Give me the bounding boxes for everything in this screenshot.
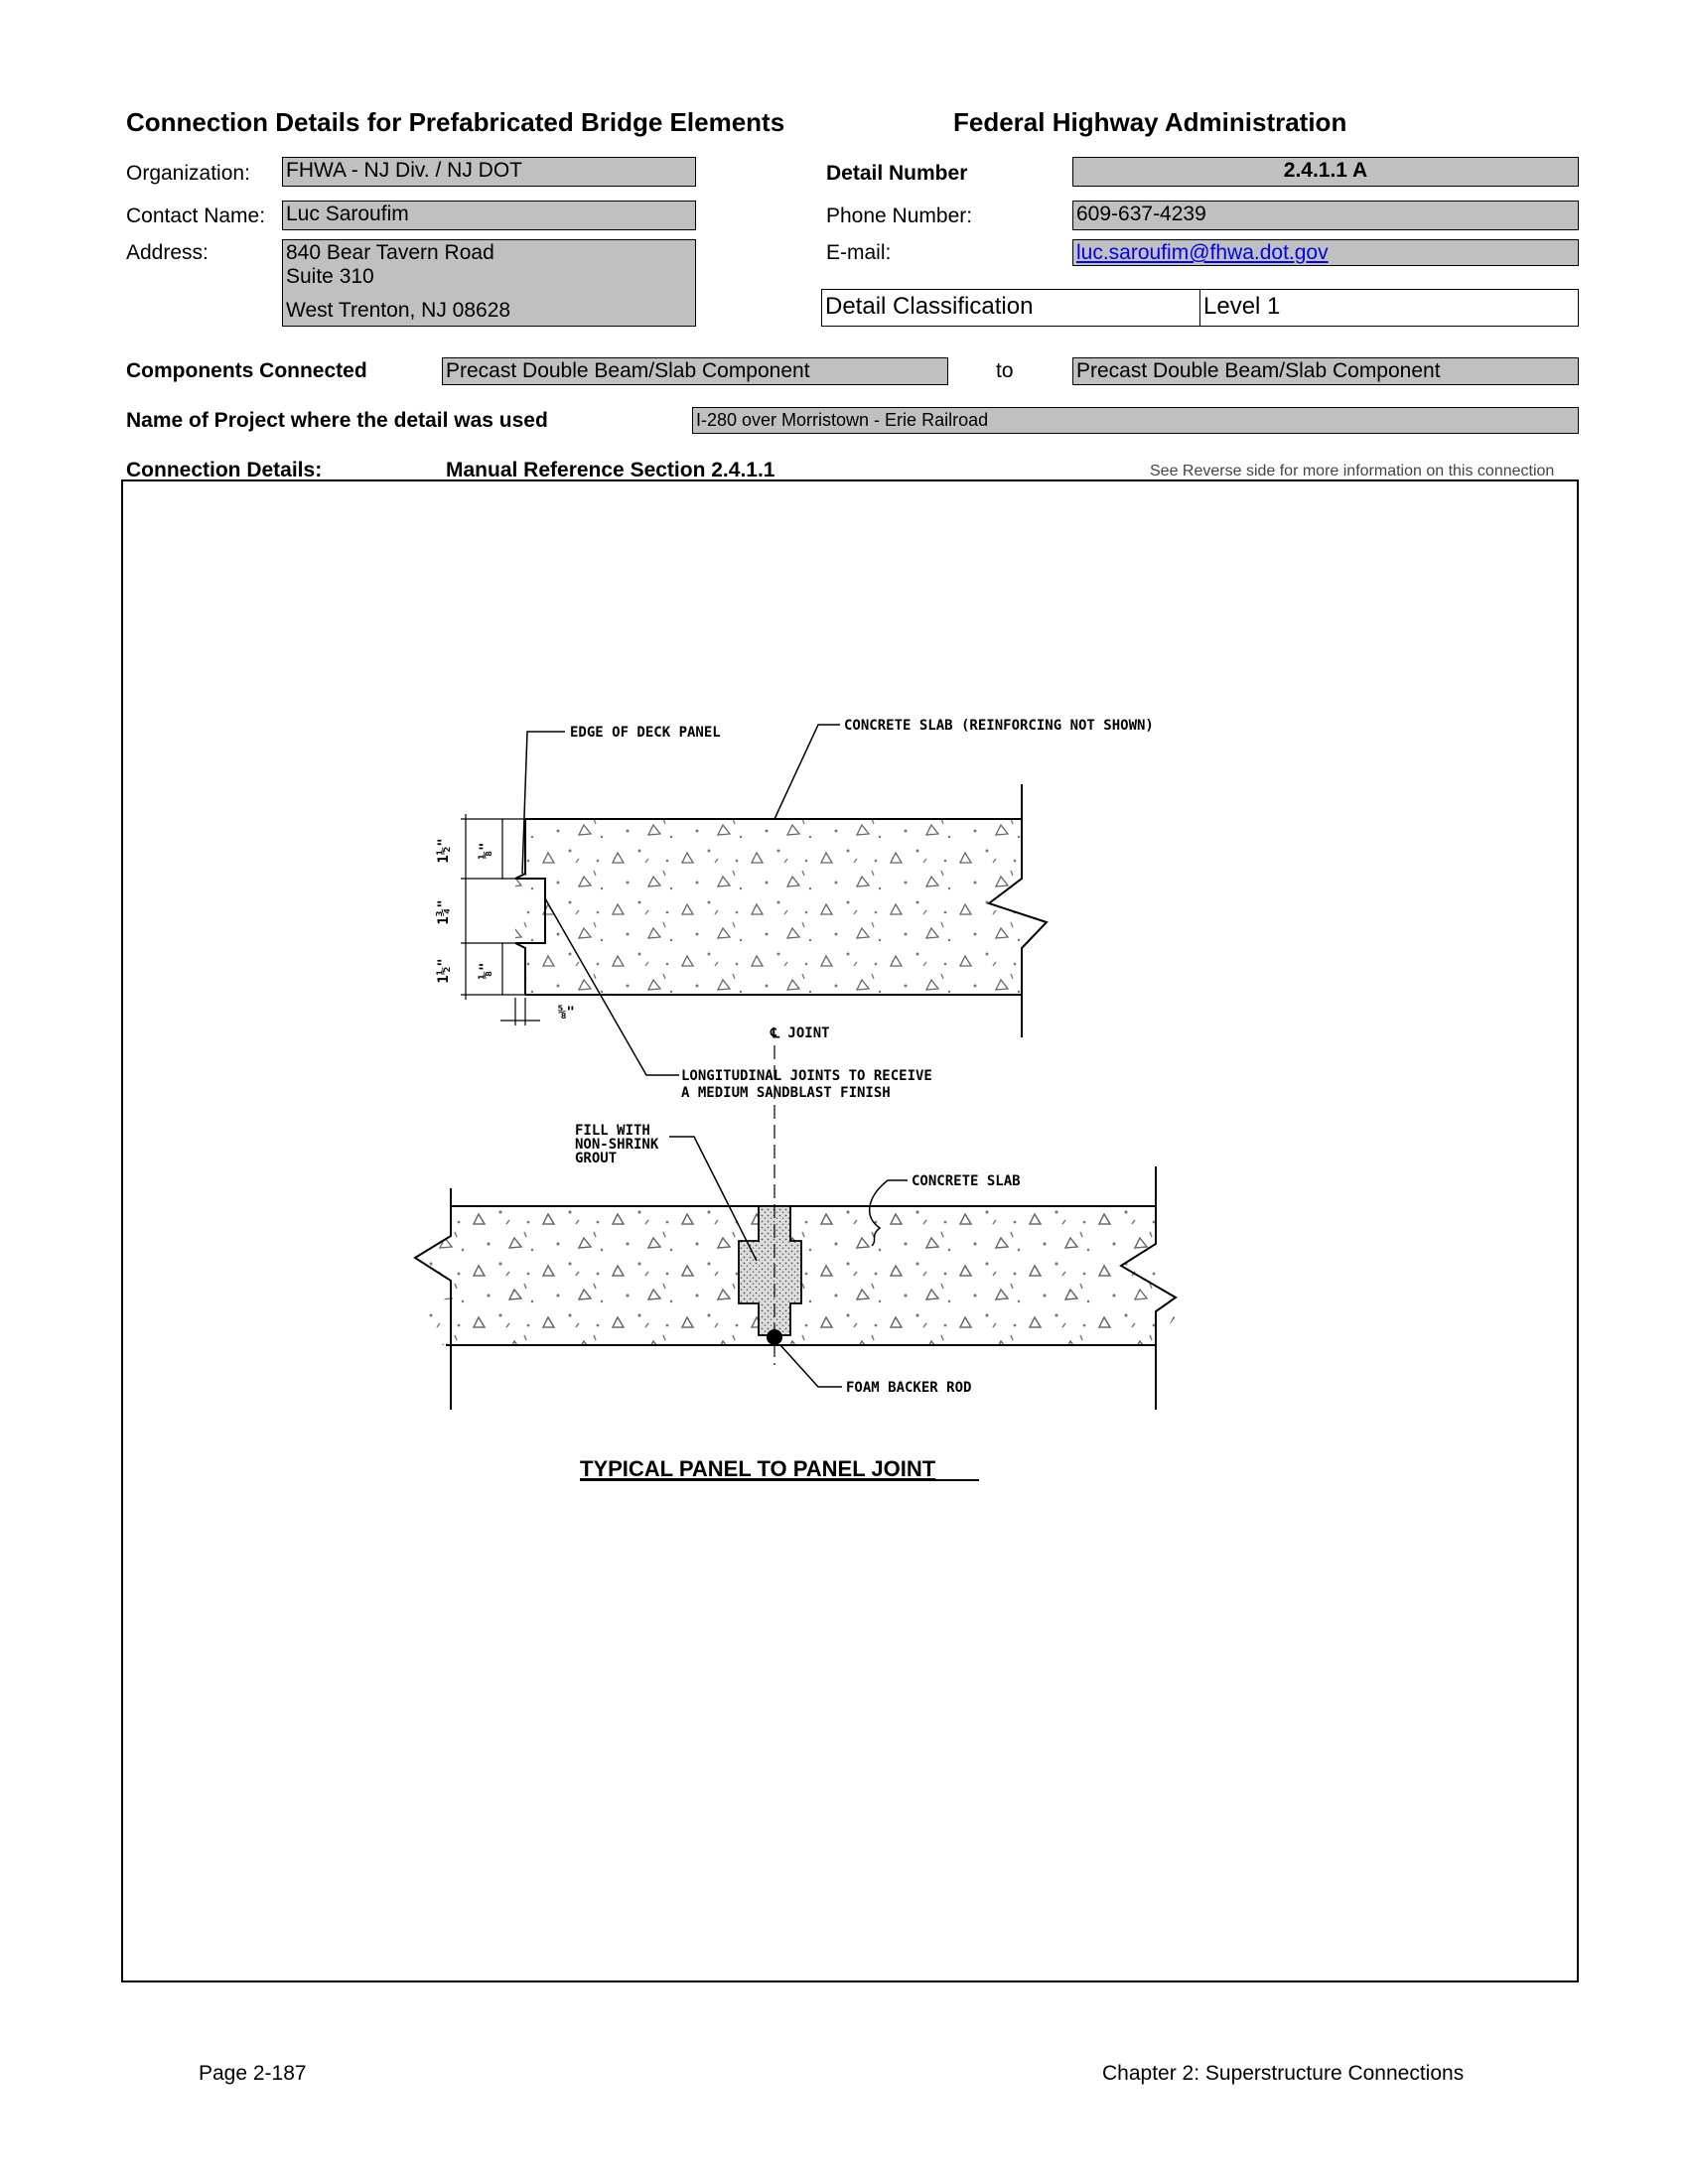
contact-label: Contact Name: — [126, 205, 266, 227]
components-label: Components Connected — [126, 359, 367, 382]
component-from-field: Precast Double Beam/Slab Component — [442, 357, 948, 385]
phone-label: Phone Number: — [826, 205, 973, 227]
chapter-title: Chapter 2: Superstructure Connections — [1102, 2062, 1465, 2085]
address-line2: Suite 310 — [286, 265, 374, 288]
organization-field: FHWA - NJ Div. / NJ DOT — [282, 157, 696, 187]
manual-reference: Manual Reference Section 2.4.1.1 — [446, 459, 775, 481]
dim-top-label: 1½" — [436, 838, 452, 864]
joint-note-line1: LONGITUDINAL JOINTS TO RECEIVE — [681, 1068, 932, 1084]
address-line3: West Trenton, NJ 08628 — [286, 299, 511, 322]
address-line1: 840 Bear Tavern Road — [286, 241, 494, 264]
email-field — [1072, 239, 1579, 266]
contact-field: Luc Saroufim — [282, 201, 696, 230]
detail-number-field: 2.4.1.1 A — [1072, 157, 1579, 187]
foam-backer-rod-label: FOAM BACKER ROD — [846, 1380, 972, 1396]
organization-label: Organization: — [126, 162, 250, 185]
address-label: Address: — [126, 241, 209, 264]
detail-number-label: Detail Number — [826, 162, 968, 185]
fill-label-line3: GROUT — [575, 1151, 618, 1166]
concrete-slab-2-label: CONCRETE SLAB — [912, 1173, 1021, 1189]
dim-top-inner-label: ⅛" — [478, 842, 493, 860]
dim-bot-inner-label: ⅛" — [478, 962, 493, 980]
reverse-side-note: See Reverse side for more information on this connection — [1150, 463, 1555, 479]
fill-label-line1: FILL WITH — [575, 1123, 650, 1139]
project-field: I-280 over Morristown - Erie Railroad — [692, 407, 1579, 434]
dim-width-label: ⅝" — [558, 1005, 575, 1021]
project-label: Name of Project where the detail was used — [126, 409, 548, 432]
edge-of-deck-label: EDGE OF DECK PANEL — [570, 725, 721, 741]
connection-drawing — [123, 481, 1577, 1980]
joint-note-line2: A MEDIUM SANDBLAST FINISH — [681, 1085, 891, 1101]
drawing-frame — [121, 479, 1579, 1982]
agency-name: Federal Highway Administration — [953, 107, 1347, 137]
dim-bot-label: 1½" — [436, 958, 452, 984]
connection-label: Connection Details: — [126, 459, 323, 481]
cl-joint-label: ℄ JOINT — [771, 1025, 830, 1041]
component-to-field: Precast Double Beam/Slab Component — [1072, 357, 1579, 385]
document-title: Connection Details for Prefabricated Bridge Elements — [126, 107, 785, 137]
phone-field: 609-637-4239 — [1072, 201, 1579, 230]
to-label: to — [996, 359, 1014, 382]
panel-edge-detail — [436, 718, 1154, 1101]
email-link[interactable]: luc.saroufim@fhwa.dot.gov — [1076, 241, 1329, 264]
email-label: E-mail: — [826, 241, 892, 264]
dim-mid-label: 1¾" — [436, 899, 452, 925]
address-field — [282, 239, 696, 327]
classification-label: Detail Classification — [821, 289, 1201, 327]
fill-label-line2: NON-SHRINK — [575, 1137, 659, 1153]
classification-field: Level 1 — [1199, 289, 1579, 327]
drawing-caption: TYPICAL PANEL TO PANEL JOINT — [580, 1456, 936, 1481]
concrete-slab-label: CONCRETE SLAB (REINFORCING NOT SHOWN) — [844, 718, 1154, 734]
page-number: Page 2-187 — [199, 2062, 307, 2085]
